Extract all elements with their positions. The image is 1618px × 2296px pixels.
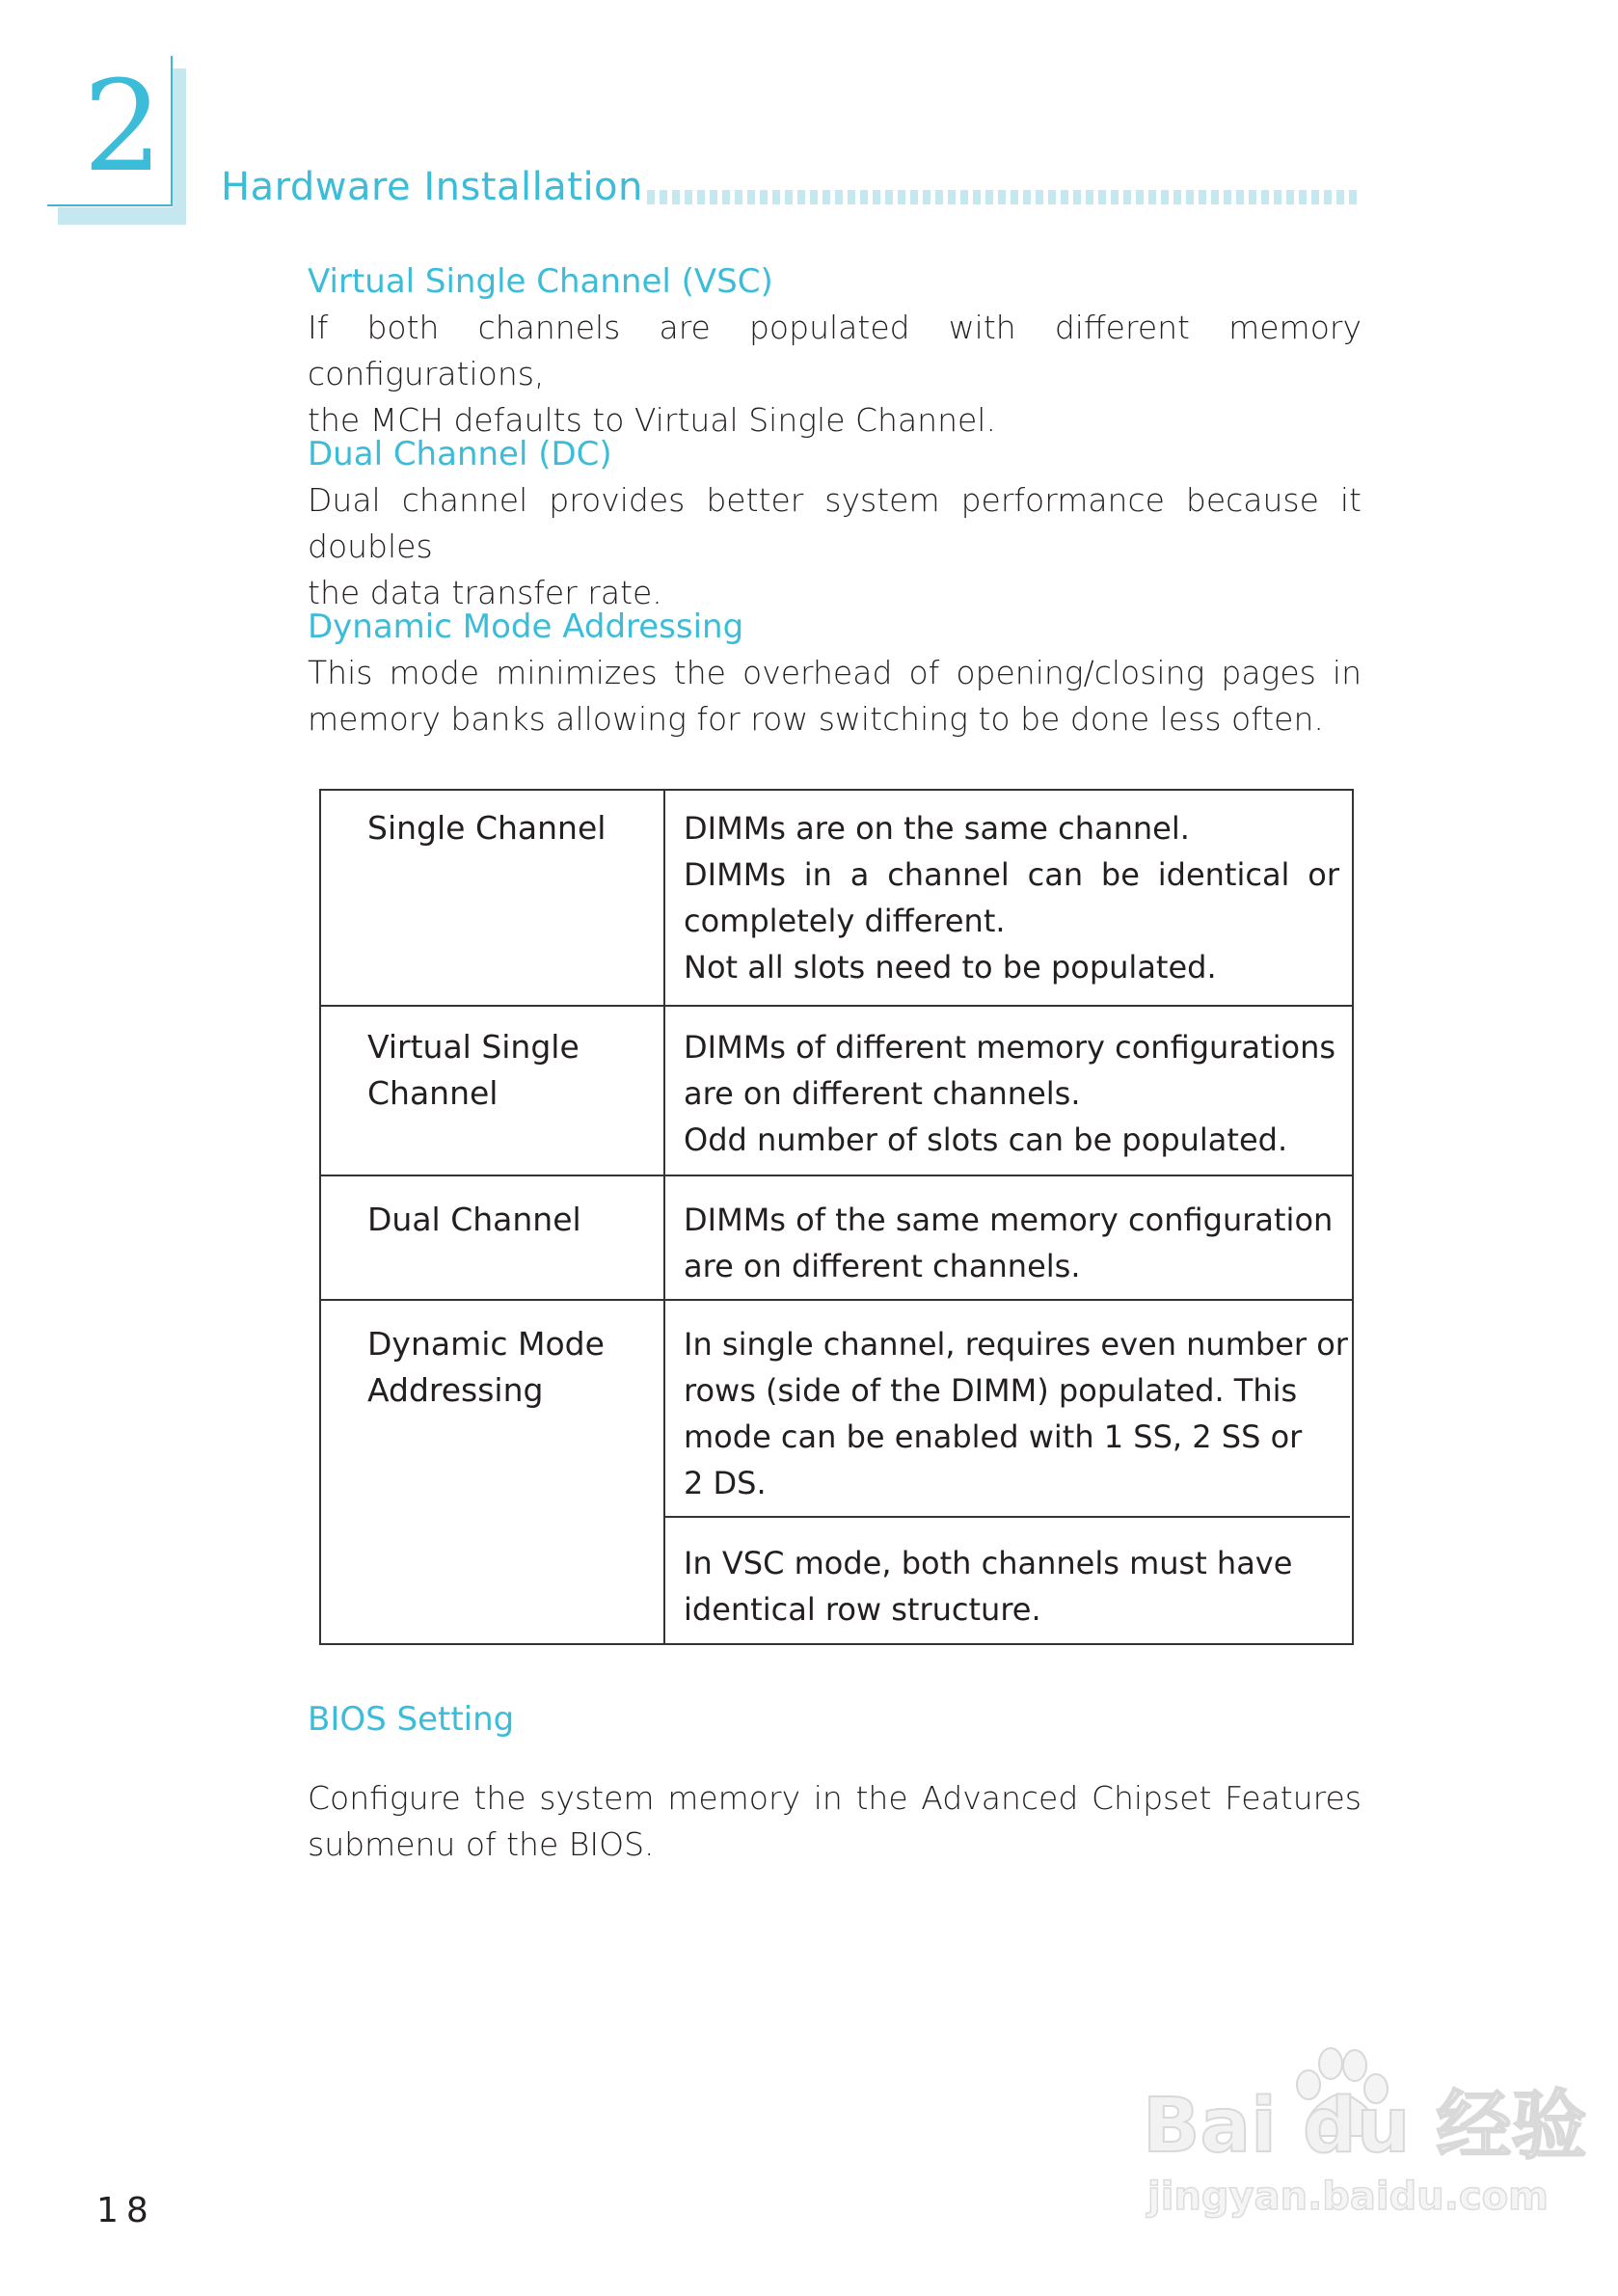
rule-dot bbox=[785, 190, 793, 204]
rule-dot bbox=[1023, 190, 1031, 204]
sub-row-divider bbox=[665, 1516, 1350, 1518]
rule-dot bbox=[772, 190, 780, 204]
rule-dot bbox=[1336, 190, 1344, 204]
rule-dot bbox=[1123, 190, 1131, 204]
baidu-watermark bbox=[1143, 2044, 1587, 2228]
rule-dot bbox=[735, 190, 742, 204]
row-divider bbox=[321, 1175, 1352, 1176]
bios-paragraph bbox=[308, 1775, 1362, 1868]
paragraph-line: submenu of the BIOS. bbox=[308, 1825, 655, 1863]
rule-dot bbox=[860, 190, 868, 204]
rule-dot bbox=[885, 190, 893, 204]
paragraph-line: Dual channel provides better system performance because it doubles bbox=[308, 481, 1362, 565]
chapter-box-border bbox=[47, 204, 173, 206]
chapter-title: Hardware Installation bbox=[221, 165, 643, 209]
section-dynamic-mode bbox=[308, 604, 1362, 743]
rule-dot bbox=[1136, 190, 1144, 204]
rule-dot bbox=[797, 190, 805, 204]
rule-dot bbox=[722, 190, 730, 204]
memory-modes-table bbox=[319, 789, 1354, 1645]
rule-dot bbox=[1286, 190, 1294, 204]
rule-dot bbox=[1036, 190, 1043, 204]
section-vsc bbox=[308, 258, 1362, 444]
rule-dot bbox=[1111, 190, 1119, 204]
rule-dot bbox=[910, 190, 918, 204]
paragraph-line: memory banks allowing for row switching to be done less often. bbox=[308, 700, 1324, 738]
table-row-label-virtual-single-channel: Virtual Single Channel bbox=[367, 1028, 580, 1112]
rule-dot bbox=[822, 190, 830, 204]
rule-dot bbox=[685, 190, 692, 204]
rule-dot bbox=[1236, 190, 1244, 204]
table-row-label-dynamic-mode-addressing: Dynamic Mode Addressing bbox=[367, 1325, 605, 1409]
rule-dot bbox=[710, 190, 717, 204]
section-heading: Dual Channel (DC) bbox=[308, 435, 612, 473]
rule-dot bbox=[848, 190, 855, 204]
section-dual-channel bbox=[308, 431, 1362, 616]
rule-dot bbox=[1061, 190, 1068, 204]
rule-dot bbox=[672, 190, 680, 204]
page-number: 18 bbox=[96, 2191, 156, 2230]
rule-dot bbox=[1161, 190, 1169, 204]
table-row-desc-vsc-note: In VSC mode, both channels must have identical row structure. bbox=[684, 1545, 1293, 1628]
section-heading: Virtual Single Channel (VSC) bbox=[308, 262, 773, 301]
chapter-box-shadow bbox=[173, 68, 186, 225]
rule-dot bbox=[1186, 190, 1194, 204]
rule-dot bbox=[1249, 190, 1256, 204]
rule-dot bbox=[1148, 190, 1156, 204]
rule-dot bbox=[1224, 190, 1231, 204]
paragraph-line: Configure the system memory in the Advanced Chipset Features bbox=[308, 1779, 1362, 1817]
paragraph-line: the MCH defaults to Virtual Single Channel. bbox=[308, 401, 996, 439]
row-divider bbox=[321, 1005, 1352, 1007]
rule-dot bbox=[985, 190, 993, 204]
table-row-desc-dual-channel: DIMMs of the same memory configuration are on different channels. bbox=[684, 1202, 1334, 1284]
rule-dot bbox=[647, 190, 655, 204]
rule-dot bbox=[1261, 190, 1269, 204]
table-row-label-single-channel: Single Channel bbox=[367, 809, 607, 847]
section-bios-setting bbox=[308, 1696, 1362, 1742]
paragraph-line: This mode minimizes the overhead of opening/closing pages in bbox=[308, 654, 1362, 691]
rule-dot bbox=[898, 190, 905, 204]
rule-dot bbox=[1274, 190, 1281, 204]
table-row-desc-single-channel: DIMMs are on the same channel. DIMMs in a channel can be identical or completely different. Not all slots need to be populated. bbox=[684, 810, 1339, 986]
rule-dot bbox=[1299, 190, 1307, 204]
rule-dot bbox=[935, 190, 943, 204]
rule-dot bbox=[1173, 190, 1181, 204]
rule-dot bbox=[1048, 190, 1056, 204]
rule-dot bbox=[1324, 190, 1332, 204]
rule-dot bbox=[1086, 190, 1093, 204]
header-dotted-rule bbox=[647, 190, 1365, 204]
rule-dot bbox=[835, 190, 843, 204]
watermark-logo-text: Bai du 经验 bbox=[1143, 2083, 1587, 2170]
rule-dot bbox=[948, 190, 956, 204]
rule-dot bbox=[1199, 190, 1206, 204]
rule-dot bbox=[1098, 190, 1106, 204]
paragraph-line: the data transfer rate. bbox=[308, 574, 662, 611]
rule-dot bbox=[697, 190, 705, 204]
table-row-label-dual-channel: Dual Channel bbox=[367, 1201, 581, 1238]
chapter-box-border bbox=[171, 56, 173, 206]
rule-dot bbox=[923, 190, 930, 204]
rule-dot bbox=[973, 190, 981, 204]
rule-dot bbox=[873, 190, 880, 204]
table-row-desc-dynamic-mode-addressing: In single channel, requires even number or rows (side of the DIMM) populated. This mode can be enabled with 1 SS, 2 SS or 2 DS. bbox=[684, 1326, 1348, 1501]
rule-dot bbox=[960, 190, 968, 204]
rule-dot bbox=[810, 190, 818, 204]
rule-dot bbox=[1211, 190, 1219, 204]
rule-dot bbox=[1311, 190, 1319, 204]
section-heading: BIOS Setting bbox=[308, 1700, 515, 1739]
table-row-desc-virtual-single-channel: DIMMs of different memory configurations are on different channels. Odd number of slots can be populated. bbox=[684, 1029, 1336, 1158]
rule-dot bbox=[998, 190, 1006, 204]
rule-dot bbox=[1349, 190, 1357, 204]
chapter-number: 2 bbox=[83, 53, 163, 200]
rule-dot bbox=[660, 190, 667, 204]
rule-dot bbox=[1073, 190, 1081, 204]
rule-dot bbox=[760, 190, 768, 204]
rule-dot bbox=[1011, 190, 1018, 204]
watermark-url: jingyan.baidu.com bbox=[1147, 2174, 1549, 2219]
row-divider bbox=[321, 1299, 1352, 1301]
rule-dot bbox=[747, 190, 755, 204]
chapter-box-shadow bbox=[58, 207, 186, 225]
section-heading: Dynamic Mode Addressing bbox=[308, 608, 744, 646]
paragraph-line: If both channels are populated with different memory configurations, bbox=[308, 309, 1362, 392]
